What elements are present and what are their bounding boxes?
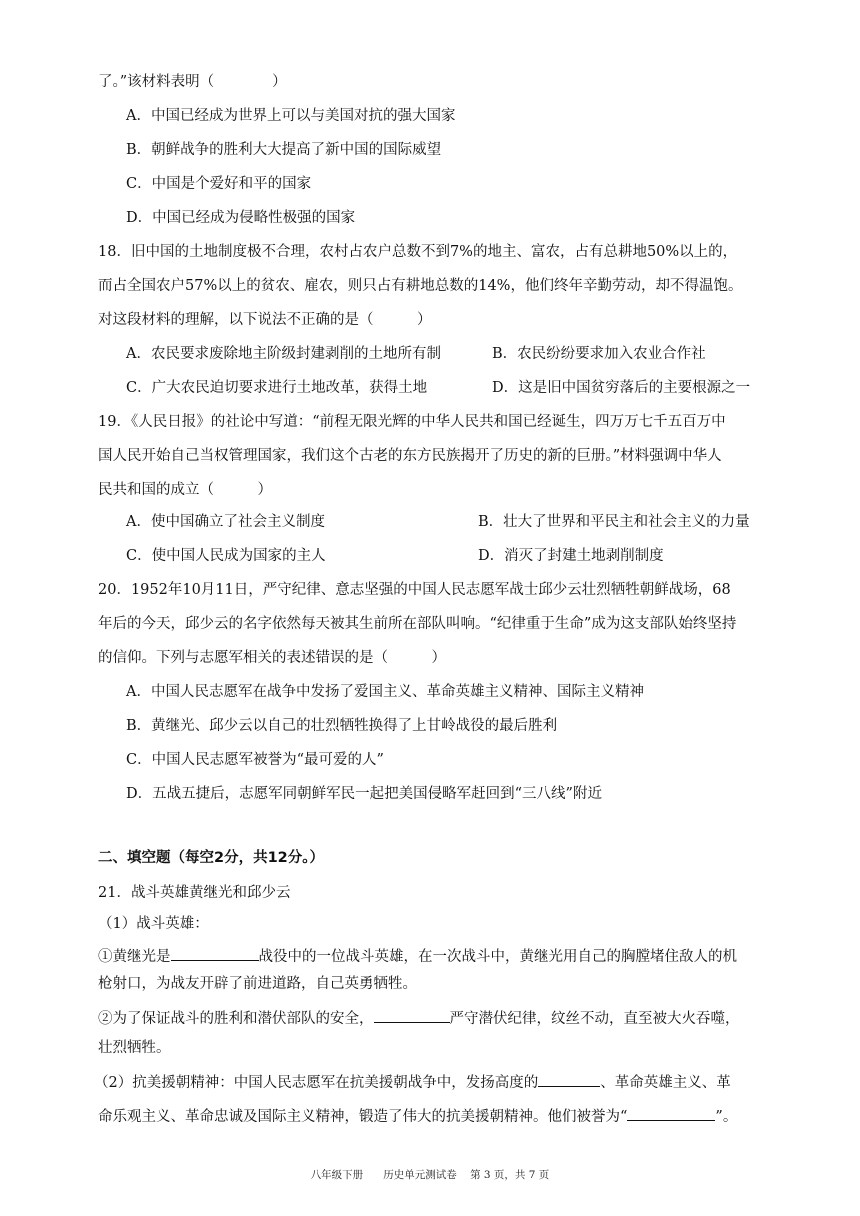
page-footer [0, 1167, 860, 1182]
q21-title: 21．战斗英雄黄继光和邱少云 [98, 885, 291, 901]
q21-part2-line-1 [94, 1070, 731, 1093]
q20-option-a: A．中国人民志愿军在战争中发扬了爱国主义、革命英雄主义精神、国际主义精神 [126, 684, 644, 700]
q18-stem-line-1: 18．旧中国的土地制度极不合理，农村占农户总数不到7%的地主、富农，占有总耕地50%以上的， [98, 244, 738, 260]
q21-item1-prefix: ①黄继光是 [98, 949, 171, 965]
q18-stem-line-2: 而占全国农户57%以上的贫农、雇农，则只占有耕地总数的14%，他们终年辛勤劳动，却不得温饱。 [98, 278, 743, 294]
q20-option-b: B．黄继光、邱少云以自己的壮烈牺牲换得了上甘岭战役的最后胜利 [126, 718, 558, 734]
q18-option-b: B．农民纷纷要求加入农业合作社 [492, 346, 706, 362]
footer-grade: 八年级下册 [310, 1169, 364, 1181]
q20-stem-line-3: 的信仰。下列与志愿军相关的表述错误的是（ ） [98, 650, 446, 666]
q20-stem-line-2: 年后的今天，邱少云的名字依然每天被其生前所在部队叫响。“纪律重于生命”成为这支部队始终坚持 [98, 616, 737, 632]
q21-part2-suffix: 、革命英雄主义、革 [600, 1075, 731, 1091]
answer-blank-3[interactable] [538, 1070, 600, 1087]
q21-part2-line2-text: 命乐观主义、革命忠诚及国际主义精神，锻造了伟大的抗美援朝精神。他们被誉为“ [98, 1109, 628, 1125]
q21-item1-suffix: 战役中的一位战斗英雄，在一次战斗中，黄继光用自己的胸膛堵住敌人的机 [258, 949, 737, 965]
q21-part1-heading: （1）战斗英雄： [98, 916, 209, 932]
q17-option-a: A．中国已经成为世界上可以与美国对抗的强大国家 [126, 108, 456, 124]
q19-stem-line-3: 民共和国的成立（ ） [98, 482, 272, 498]
q21-item2-suffix: 严守潜伏纪律，纹丝不动，直至被大火吞噬， [449, 1011, 740, 1027]
q21-item1-line-1 [98, 944, 737, 967]
q17-option-d: D．中国已经成为侵略性极强的国家 [126, 210, 356, 226]
q21-item2-line-2: 壮烈牺牲。 [98, 1040, 171, 1056]
q17-option-b: B．朝鲜战争的胜利大大提高了新中国的国际威望 [126, 142, 442, 158]
q18-option-a: A．农民要求废除地主阶级封建剥削的土地所有制 [126, 346, 441, 362]
q21-item2-line-1 [98, 1006, 740, 1029]
q18-stem-line-3: 对这段材料的理解，以下说法不正确的是（ ） [98, 312, 432, 328]
q20-option-d: D．五战五捷后，志愿军同朝鲜军民一起把美国侵略军赶回到“三八线”附近 [126, 786, 602, 802]
footer-subject: 历史单元测试卷 [383, 1169, 457, 1181]
q21-part2-line-2 [98, 1104, 737, 1127]
q17-stem-tail: 了。”该材料表明（ ） [98, 74, 287, 90]
q19-option-b: B．壮大了世界和平民主和社会主义的力量 [478, 514, 750, 530]
q19-option-d: D．消灭了封建土地剥削制度 [478, 548, 664, 564]
q20-option-c: C．中国人民志愿军被誉为“最可爱的人” [126, 752, 384, 768]
q19-option-c: C．使中国人民成为国家的主人 [126, 548, 326, 564]
q21-part2-prefix: （2）抗美援朝精神：中国人民志愿军在抗美援朝战争中，发扬高度的 [94, 1075, 539, 1091]
q18-option-d: D．这是旧中国贫穷落后的主要根源之一 [492, 380, 751, 396]
q19-option-a: A．使中国确立了社会主义制度 [126, 514, 325, 530]
q19-stem-line-2: 国人民开始自己当权管理国家，我们这个古老的东方民族揭开了历史的新的巨册。”材料强调中华人 [98, 448, 722, 464]
footer-page-number: 第 3 页，共 7 页 [470, 1169, 550, 1181]
q21-part2-line2-end: ”。 [715, 1109, 738, 1125]
q18-option-c: C．广大农民迫切要求进行土地改革，获得土地 [126, 380, 428, 396]
answer-blank-4[interactable] [627, 1104, 715, 1121]
answer-blank-2[interactable] [374, 1006, 450, 1023]
q21-item2-prefix: ②为了保证战斗的胜利和潜伏部队的安全， [98, 1011, 374, 1027]
q17-option-c: C．中国是个爱好和平的国家 [126, 176, 312, 192]
q20-stem-line-1: 20．1952年10月11日，严守纪律、意志坚强的中国人民志愿军战士邱少云壮烈牺牲朝鲜战场，68 [98, 582, 731, 598]
q19-stem-line-1: 19．《人民日报》的社论中写道：“前程无限光辉的中华人民共和国已经诞生，四万万七千五百万中 [98, 414, 726, 430]
section-title: 二、填空题（每空2分，共12分。） [98, 850, 325, 866]
answer-blank-1[interactable] [171, 944, 259, 961]
q21-item1-line-2: 枪射口，为战友开辟了前进道路，自己英勇牺牲。 [98, 976, 417, 992]
